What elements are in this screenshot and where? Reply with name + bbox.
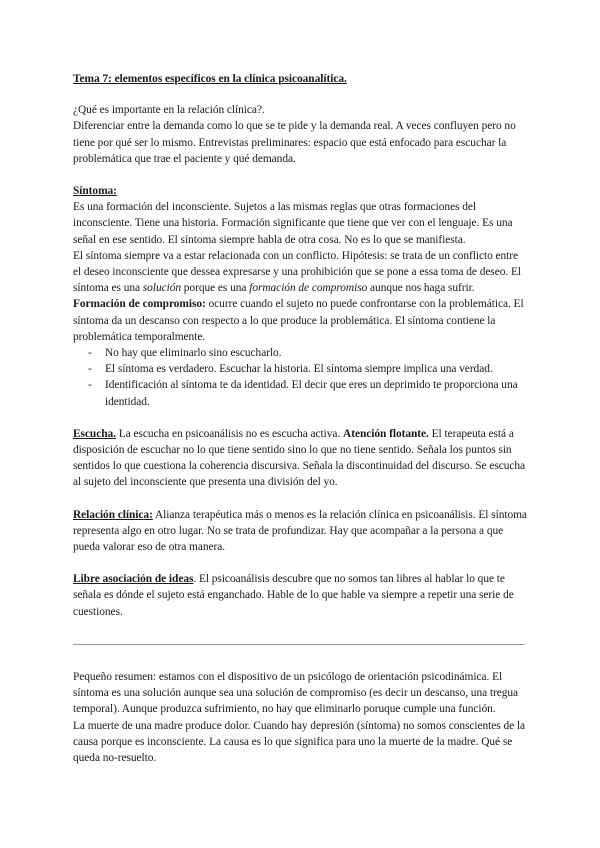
section-sintoma xyxy=(73,183,528,410)
sintoma-p2-d: ocurre cuando el sujeto no puede confrontarse con la problemática. El síntoma da un descanso con respecto a lo que produce la problemática. El síntoma contiene la problemática temporalmente. xyxy=(73,298,524,343)
list-item: - No hay que eliminarlo sino escucharlo. xyxy=(95,345,528,361)
relacion-text: Alianza terapéutica más o menos es la relación clínica en psicoanálisis. El síntoma representa algo en otro lugar. No se trata de profundizar. Hay que acompañar a la persona a que pueda valorar eso de otra manera. xyxy=(73,508,527,554)
relacion-paragraph xyxy=(73,507,528,556)
list-item: - El síntoma es verdadero. Escuchar la historia. El síntoma siempre implica una verdad. xyxy=(95,361,528,377)
intro-text: Diferenciar entre la demanda como lo que se te pide y la demanda real. A veces confluyen pero no tiene por qué ser lo mismo. Entrevistas preliminares: espacio que está enfocado para escuchar la problemática que trae el paciente y qué demanda. xyxy=(73,120,516,165)
horizontal-divider xyxy=(73,644,525,645)
sintoma-paragraph-1: Es una formación del inconsciente. Sujetos a las mismas reglas que otras formaciones del inconsciente. Tiene una historia. Formación significante que tiene que ver con el lenguaje. Es una señal en ese sentido. El síntoma siempre habla de otra cosa. No es lo que se manifiesta. xyxy=(73,201,513,246)
escucha-b: El terapeuta está a disposición de escuchar no lo que tiene sentido sino lo que no tiene sentido. Señala los puntos sin sentidos lo que cuestiona la coherencia discursiva. Señala la discontinuidad del discurso. Se escucha al sujeto del inconsciente que presenta una división del yo. xyxy=(73,427,526,489)
section-escucha xyxy=(73,426,528,491)
sintoma-p2-italic-compromiso: formación de compromiso xyxy=(249,282,368,295)
sintoma-p2-c: aunque nos haga sufrir. xyxy=(367,282,475,295)
sintoma-heading: Síntoma: xyxy=(73,185,117,198)
sintoma-paragraph-2 xyxy=(73,248,528,345)
section-relacion xyxy=(73,507,528,556)
summary-paragraph-2: La muerte de una madre produce dolor. Cuando hay depresión (síntoma) no somos conscientes de la causa porque es inconsciente. La causa es lo que significa para uno la muerte de la madre. Qué se queda no-resuelto. xyxy=(73,719,526,764)
section-libre-asociacion xyxy=(73,571,528,620)
relacion-heading: Relación clínica: xyxy=(73,508,153,521)
section-summary xyxy=(73,669,528,766)
document-title: Tema 7: elementos específicos en la clínica psicoanalítica. xyxy=(73,73,347,85)
libre-heading: Libre asociación de ideas xyxy=(73,573,194,586)
sintoma-p2-italic-solucion: solución xyxy=(142,282,181,295)
sintoma-p2-bold: Formación de compromiso: xyxy=(73,298,206,311)
escucha-a: La escucha en psicoanálisis no es escucha activa. xyxy=(115,427,344,440)
libre-paragraph xyxy=(73,571,528,620)
sintoma-p2-a: El síntoma siempre va a estar relacionada con un conflicto. Hipótesis: se trata de un conflicto entre el deseo inconsciente que dessea expresarse y una prohibición que se pone a essa toma de deseo. El síntoma es una xyxy=(73,249,522,295)
summary-paragraph-1: Pequeño resumen: estamos con el dispositivo de un psicólogo de orientación psicodinámica. El síntoma es una solución aunque sea una solución de compromiso (es decir un descanso, una tregua temporal). Aunque produzca sufrimiento, no hay que eliminarlo poruque cumple una función. xyxy=(73,670,519,716)
document-page xyxy=(73,71,528,766)
sintoma-p2-b: porque es una xyxy=(181,282,250,295)
sintoma-list xyxy=(73,345,528,410)
libre-text: . El psicoanálisis descubre que no somos tan libres al hablar lo que te señala es dónde el sujeto está enganchado. Hable de lo que hable va siempre a repetir una serie de cuestiones. xyxy=(73,573,514,618)
escucha-bold: Atención flotante. xyxy=(343,427,429,440)
escucha-paragraph xyxy=(73,426,528,491)
list-item: - Identificación al síntoma te da identidad. El decir que eres un deprimido te proporciona una identidad. xyxy=(95,377,528,409)
escucha-heading: Escucha. xyxy=(73,427,116,440)
intro-question: ¿Qué es importante en la relación clínica?. xyxy=(73,104,265,117)
